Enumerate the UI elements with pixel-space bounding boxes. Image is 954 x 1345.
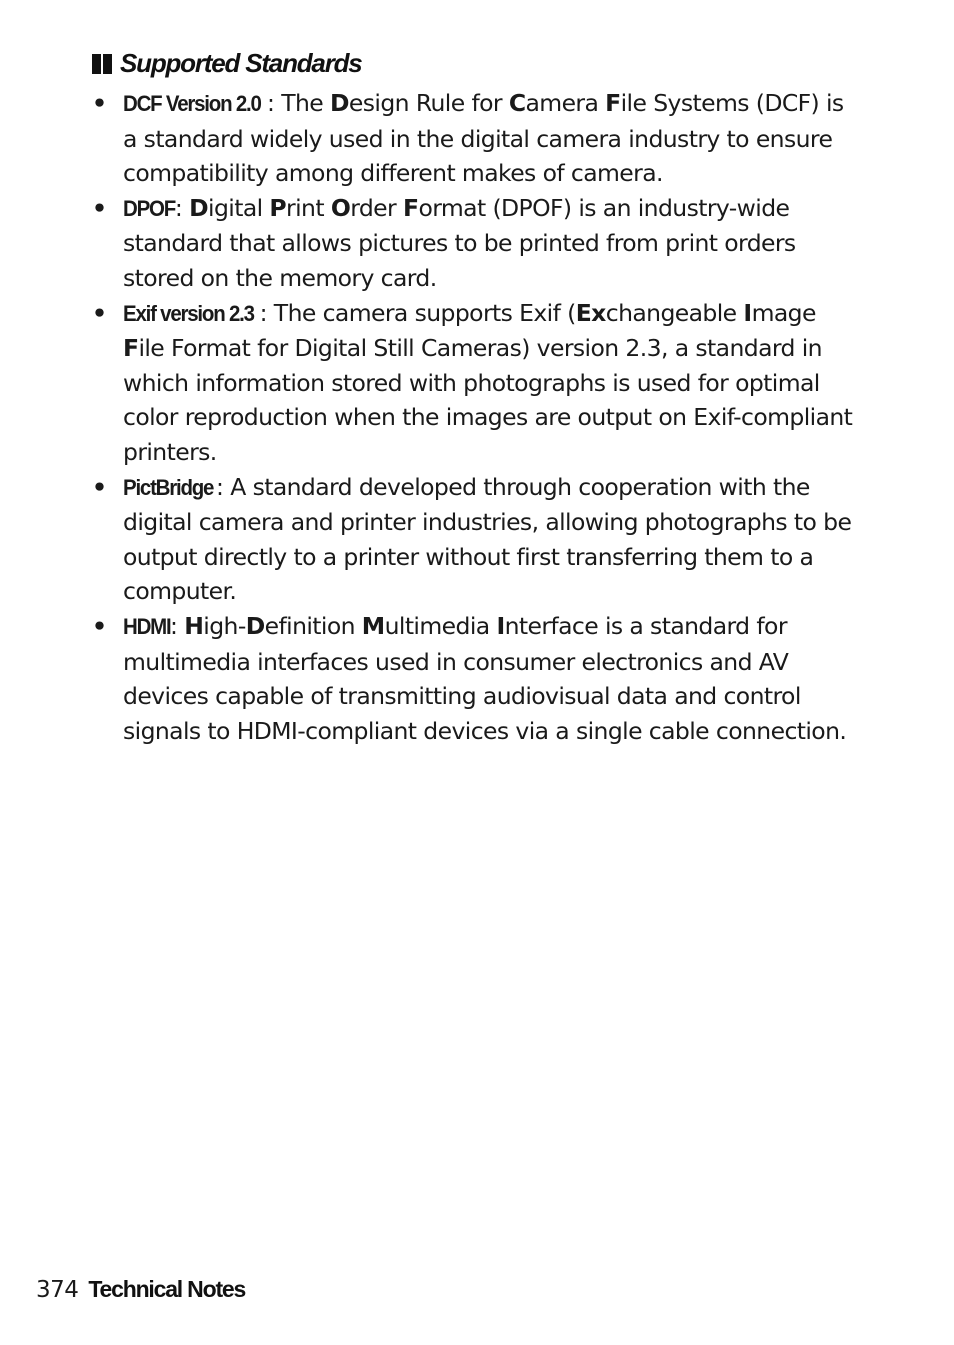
text-fragment: mage <box>751 298 816 327</box>
list-item-dcf <box>92 86 862 191</box>
text-fragment-bold: F <box>402 193 419 222</box>
text-fragment: ormat (DPOF) is an industry-wide standard that allows pictures to be printed from print orders stored on the memory card. <box>123 193 796 292</box>
term-label: DPOF <box>123 195 176 221</box>
term-label: Exif version 2.3 <box>123 300 254 326</box>
bullet-icon: • <box>92 472 107 501</box>
list-item-hdmi <box>92 609 862 748</box>
text-fragment-bold: C <box>508 89 526 117</box>
text-fragment-bold: D <box>329 89 349 117</box>
bullet-icon: • <box>92 298 107 327</box>
text-fragment: : A standard developed through cooperation with the digital camera and printer industries, allowing photographs to be output directly to a printer without first transferring them to a computer. <box>123 472 852 606</box>
term-label: HDMI <box>123 613 171 639</box>
text-fragment: : The camera supports Exif ( <box>259 298 576 327</box>
section-heading <box>92 48 362 79</box>
text-fragment: ultimedia <box>384 611 497 640</box>
text-fragment-bold: O <box>330 193 351 222</box>
term-label: PictBridge <box>123 474 214 500</box>
text-fragment-bold: Ex <box>575 298 606 327</box>
bullet-icon: • <box>92 89 107 117</box>
text-fragment-bold: F <box>605 89 621 117</box>
text-fragment: igital <box>208 193 270 222</box>
text-fragment: esign Rule for <box>348 89 509 117</box>
list-item-exif <box>92 296 862 470</box>
heading-marker-icon <box>92 54 112 74</box>
text-fragment-bold: P <box>269 193 287 222</box>
text-fragment-bold: I <box>743 298 752 327</box>
bullet-icon: • <box>92 193 107 222</box>
text-fragment: : <box>174 193 190 222</box>
text-fragment: nterface is a standard for multimedia interfaces used in consumer electronics and AV devices capable of transmitting audiovisual data and control signals to HDMI-compliant devices via a single cable connection. <box>123 611 847 745</box>
text-fragment: amera <box>525 89 606 117</box>
text-fragment: igh- <box>203 611 246 640</box>
list-item-pictbridge <box>92 470 862 609</box>
text-fragment-bold: H <box>184 611 204 640</box>
text-fragment: changeable <box>605 298 744 327</box>
text-fragment: efinition <box>264 611 362 640</box>
page-footer <box>36 1276 245 1303</box>
text-fragment: rint <box>286 193 331 222</box>
footer-section-title: Technical Notes <box>88 1276 246 1302</box>
text-fragment: : <box>170 611 185 640</box>
list-item-dpof <box>92 191 862 296</box>
text-fragment-bold: I <box>496 611 505 640</box>
text-fragment: ile Format for Digital Still Cameras) version 2.3, a standard in which information stored with photographs is used for optimal color reproduction when the images are output on Exif-compliant printers. <box>123 334 853 466</box>
text-fragment-bold: D <box>245 611 265 640</box>
text-fragment: rder <box>350 193 403 222</box>
text-fragment: : The <box>267 89 330 117</box>
text-fragment-bold: D <box>189 193 209 222</box>
text-fragment-bold: M <box>361 611 385 640</box>
heading-title: Supported Standards <box>120 48 362 78</box>
bullet-icon: • <box>92 611 107 640</box>
page-number: 374 <box>36 1277 79 1303</box>
term-label: DCF Version 2.0 <box>123 91 261 116</box>
text-fragment-bold: F <box>123 334 139 363</box>
text-fragment: ile Systems (DCF) is a standard widely used in the digital camera industry to ensure compatibility among different makes of camera. <box>123 89 844 188</box>
standards-list <box>92 86 862 748</box>
